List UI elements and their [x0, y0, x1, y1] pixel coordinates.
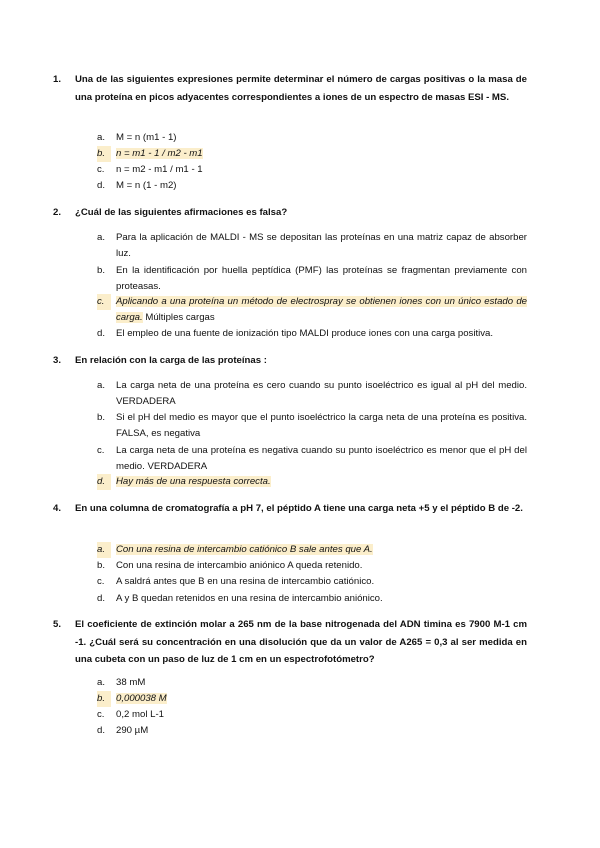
option-text: 290 µM [116, 725, 149, 736]
answer-option [97, 591, 527, 607]
option-text: La carga neta de una proteína es negativa cuando su punto isoeléctrico es menor que el pH del medio. VERDADERA [116, 445, 527, 472]
option-letter: d. [97, 180, 106, 191]
option-text: Hay más de una respuesta correcta. [116, 476, 271, 487]
answer-option [97, 178, 527, 194]
answer-option-highlighted [97, 474, 527, 490]
option-text: En la identificación por huella peptídica (PMF) las proteínas se fragmentan previamente con proteasas. [116, 265, 527, 292]
option-letter: b. [97, 560, 106, 571]
option-letter: b. [97, 691, 111, 707]
answer-option-highlighted [97, 691, 527, 707]
answer-option [97, 707, 527, 723]
option-letter: b. [97, 146, 111, 162]
option-text: 0,000038 M [116, 693, 167, 704]
question-number: 4. [53, 503, 62, 514]
option-letter: d. [97, 328, 106, 339]
option-letter: c. [97, 576, 105, 587]
answer-option [97, 378, 527, 410]
option-text: Con una resina de intercambio aniónico A queda retenido. [116, 560, 363, 571]
option-letter: c. [97, 294, 111, 310]
answer-option [97, 574, 527, 590]
option-letter: c. [97, 709, 105, 720]
option-letter: d. [97, 725, 106, 736]
answer-option [97, 263, 527, 295]
option-note: Múltiples cargas [145, 312, 215, 323]
answer-option [97, 326, 527, 342]
option-letter: a. [97, 380, 106, 391]
question-title: En relación con la carga de las proteínas : [75, 355, 267, 366]
question-number: 1. [53, 74, 62, 85]
answer-option [97, 675, 527, 691]
question-title: El coeficiente de extinción molar a 265 nm de la base nitrogenada del ADN timina es 7900 M-1 cm -1. ¿Cuál será su concentración en una disolución que da un valor de A265 = 0,3 al ser medida en una cubeta con un paso de luz de 1 cm en un espectrofotómetro? [75, 619, 527, 665]
option-letter: c. [97, 445, 105, 456]
option-text: 38 mM [116, 677, 146, 688]
option-text: Con una resina de intercambio catiónico B sale antes que A. [116, 544, 373, 555]
option-letter: c. [97, 164, 105, 175]
answer-option [97, 723, 527, 739]
option-text: Si el pH del medio es mayor que el punto isoeléctrico la carga neta de una proteína es positiva. FALSA, es negativa [116, 412, 527, 439]
answer-option-highlighted [97, 542, 527, 558]
option-letter: a. [97, 677, 106, 688]
answer-option [97, 230, 527, 262]
option-text: Para la aplicación de MALDI - MS se depositan las proteínas en una matriz capaz de absorber luz. [116, 232, 527, 259]
question-title: Una de las siguientes expresiones permite determinar el número de cargas positivas o la masa de una proteína en picos adyacentes correspondientes a iones de un espectro de masas ESI - MS. [75, 74, 527, 103]
answer-option [97, 162, 527, 178]
option-letter: b. [97, 265, 106, 276]
option-letter: a. [97, 132, 106, 143]
answer-option [97, 558, 527, 574]
answer-option-highlighted [97, 294, 527, 326]
option-text: A y B quedan retenidos en una resina de intercambio aniónico. [116, 593, 383, 604]
answer-option-highlighted [97, 146, 527, 162]
option-letter: b. [97, 412, 106, 423]
option-text: Aplicando a una proteína un método de electrospray se obtienen iones con un único estado de carga. [116, 296, 527, 323]
option-text: M = n (m1 - 1) [116, 132, 177, 143]
question-number: 5. [53, 619, 62, 630]
option-text: El empleo de una fuente de ionización tipo MALDI produce iones con una carga positiva. [116, 328, 494, 339]
option-letter: a. [97, 542, 111, 558]
option-text: n = m1 - 1 / m2 - m1 [116, 148, 203, 159]
option-letter: a. [97, 232, 106, 243]
question-title: En una columna de cromatografía a pH 7, el péptido A tiene una carga neta +5 y el péptido B de -2. [75, 503, 523, 514]
option-letter: d. [97, 474, 111, 490]
answer-option [97, 410, 527, 442]
question-title: ¿Cuál de las siguientes afirmaciones es falsa? [75, 207, 288, 218]
question-number: 3. [53, 355, 62, 366]
answer-option [97, 130, 527, 146]
question-number: 2. [53, 207, 62, 218]
option-text: La carga neta de una proteína es cero cuando su punto isoeléctrico es igual al pH del medio. VERDADERA [116, 380, 527, 407]
option-text: n = m2 - m1 / m1 - 1 [116, 164, 203, 175]
option-text: 0,2 mol L-1 [116, 709, 164, 720]
option-text: A saldrá antes que B en una resina de intercambio catiónico. [116, 576, 375, 587]
option-text: M = n (1 - m2) [116, 180, 177, 191]
option-letter: d. [97, 593, 106, 604]
answer-option [97, 443, 527, 475]
